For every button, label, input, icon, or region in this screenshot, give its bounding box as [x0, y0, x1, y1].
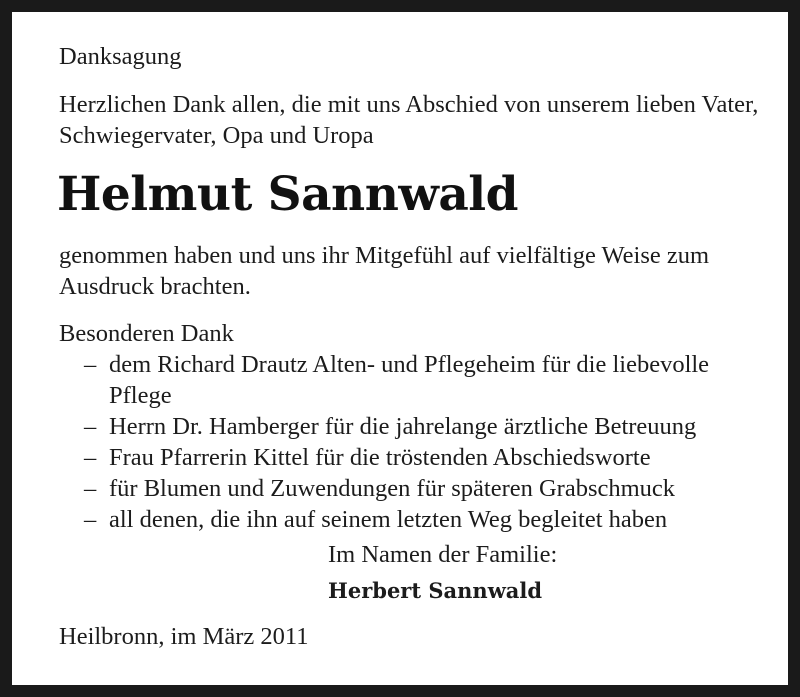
dash-marker: –	[84, 475, 97, 502]
list-item-text: für Blumen und Zuwendungen für späteren Grabschmuck	[109, 475, 676, 502]
dash-marker: –	[84, 444, 97, 471]
place-date: Heilbronn, im März 2011	[59, 623, 309, 650]
list-item-text: dem Richard Drautz Alten- und Pflegeheim für die liebevolle Pflege	[109, 351, 710, 409]
closing-text: Im Namen der Familie:	[328, 541, 558, 568]
list-item-text: Frau Pfarrerin Kittel für die tröstenden Abschiedsworte	[109, 444, 651, 471]
dash-marker: –	[84, 351, 97, 378]
intro-text: Herzlichen Dank allen, die mit uns Abschied von unserem lieben Vater, Schwiegervater, Opa und Uropa	[59, 91, 759, 149]
list-item	[59, 504, 759, 535]
list-item-text: all denen, die ihn auf seinem letzten Weg begleitet haben	[109, 506, 668, 533]
special-thanks-title: Besonderen Dank	[59, 320, 234, 347]
signer-name: Herbert Sannwald	[328, 578, 543, 603]
notice-heading: Danksagung	[59, 43, 182, 70]
list-item	[59, 473, 759, 504]
special-thanks-list	[59, 349, 759, 535]
obituary-notice	[12, 12, 788, 685]
list-item	[59, 411, 759, 442]
deceased-name: Helmut Sannwald	[57, 167, 519, 222]
list-item-text: Herrn Dr. Hamberger für die jahrelange ärztliche Betreuung	[109, 413, 697, 440]
thanks-text: genommen haben und uns ihr Mitgefühl auf vielfältige Weise zum Ausdruck brachten.	[59, 242, 710, 300]
dash-marker: –	[84, 506, 97, 533]
list-item	[59, 442, 759, 473]
list-item	[59, 349, 759, 411]
dash-marker: –	[84, 413, 97, 440]
